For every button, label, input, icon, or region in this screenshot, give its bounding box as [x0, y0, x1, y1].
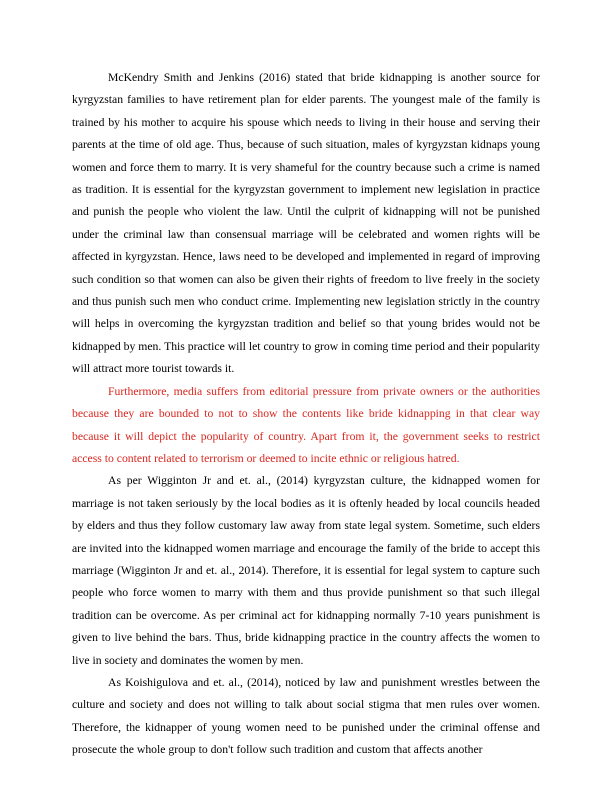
paragraph-wigginton-culture: As per Wigginton Jr and et. al., (2014) kyrgyzstan culture, the kidnapped women for marriage is not taken seriously by the local bodies as it is oftenly headed by local councils headed by elders and thus they follow customary law away from state legal system. Sometime, such elders are invited into the kidnapped women marriage and encourage the family of the bride to accept this marriage (Wigginton Jr and et. al., 2014). Therefore, it is essential for legal system to capture such people who force women to marry with them and thus provide punishment so that such illegal tradition can be overcome. As per criminal act for kidnapping normally 7-10 years punishment is given to live behind the bars. Thus, bride kidnapping practice in the country affects the women to live in society and dominates the women by men.	[72, 474, 540, 667]
document-body	[72, 67, 540, 762]
paragraph-media-pressure-highlighted: Furthermore, media suffers from editorial pressure from private owners or the authorities because they are bounded to not to show the contents like bride kidnapping in that clear way because it will depict the popularity of country. Apart from it, the government seeks to restrict access to content related to terrorism or deemed to incite ethnic or religious hatred.	[72, 384, 540, 465]
paragraph-bride-kidnapping-retirement: McKendry Smith and Jenkins (2016) stated that bride kidnapping is another source for kyrgyzstan families to have retirement plan for elder parents. The youngest male of the family is trained by his mother to acquire his spouse which needs to living in their house and serving their parents at the time of old age. Thus, because of such situation, males of kyrgyzstan kidnaps young women and force them to marry. It is very shameful for the country because such a crime is named as tradition. It is essential for the kyrgyzstan government to implement new legislation in practice and punish the people who violent the law. Until the culprit of kidnapping will not be punished under the criminal law than consensual marriage will be celebrated and women rights will be affected in kyrgyzstan. Hence, laws need to be developed and implemented in regard of improving such condition so that women can also be given their rights of freedom to live freely in the society and thus punish such men who conduct crime. Implementing new legislation strictly in the country will helps in overcoming the kyrgyzstan tradition and belief so that young brides would not be kidnapped by men. This practice will let country to grow in coming time period and their popularity will attract more tourist towards it.	[72, 71, 540, 376]
paragraph-koishigulova-law: As Koishigulova and et. al., (2014), noticed by law and punishment wrestles between the culture and society and does not willing to talk about social stigma that men rules over women. Therefore, the kidnapper of young women need to be punished under the criminal offense and prosecute the whole group to don't follow such tradition and custom that affects another	[72, 675, 540, 757]
